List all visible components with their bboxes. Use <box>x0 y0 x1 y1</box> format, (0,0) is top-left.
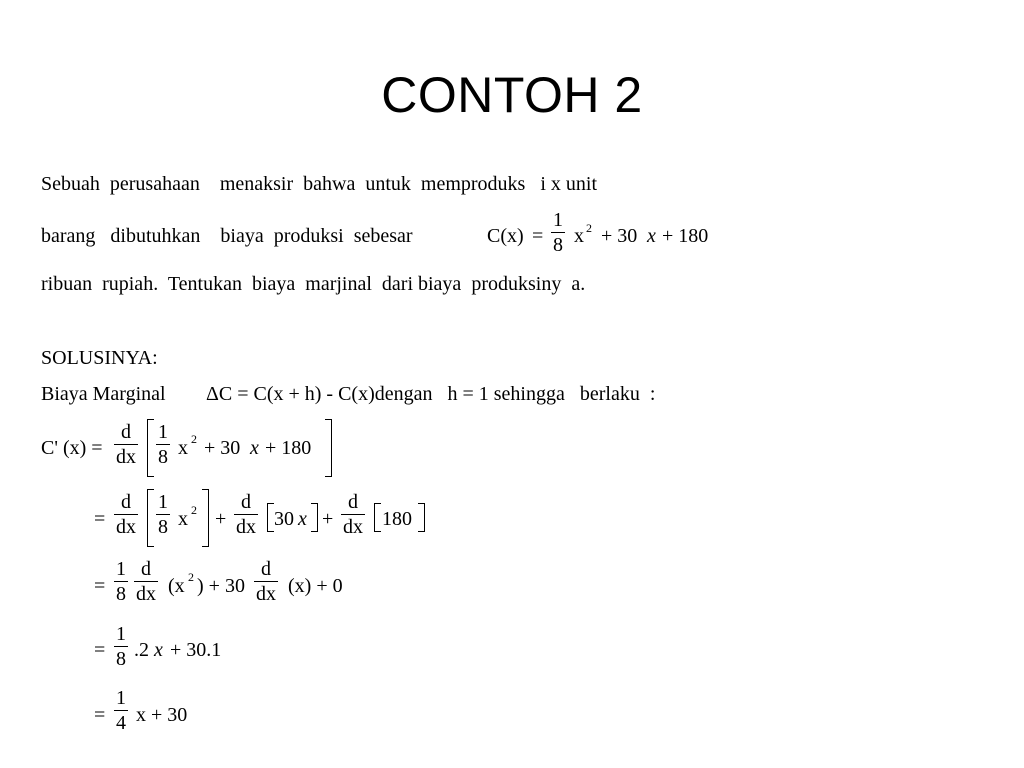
variable-x-italic: x <box>250 437 259 459</box>
numerator: 1 <box>553 209 563 231</box>
equals-sign: = <box>94 704 106 726</box>
variable-x: x <box>574 225 584 247</box>
exponent: 2 <box>191 432 197 446</box>
denominator: dx <box>116 516 136 538</box>
equals-sign: = <box>94 639 106 661</box>
denominator: dx <box>236 516 256 538</box>
denominator: 4 <box>116 712 126 734</box>
term-30: 30 <box>274 508 294 530</box>
numerator: 1 <box>158 421 168 443</box>
right-bracket <box>311 503 318 532</box>
term-180: + 180 <box>662 225 709 247</box>
solution-heading: SOLUSINYA: <box>41 347 158 369</box>
fraction-one-eighth <box>114 557 128 606</box>
numerator: d <box>141 558 151 580</box>
fraction-one-eighth <box>156 490 170 539</box>
variable-x: x <box>178 508 188 530</box>
exponent: 2 <box>191 503 197 517</box>
left-bracket <box>267 503 274 532</box>
numerator: d <box>121 421 131 443</box>
numerator: d <box>241 491 251 513</box>
term-30: + 30 <box>204 437 241 459</box>
marginal-expression: ΔC = C(x + h) - C(x)dengan h = 1 sehingga berlaku : <box>206 383 656 405</box>
derivative-lhs: C' (x) = <box>41 437 103 459</box>
denominator: dx <box>136 583 156 605</box>
numerator: 1 <box>116 623 126 645</box>
d-dx-fraction <box>134 557 158 606</box>
term-30: ) + 30 <box>197 575 245 597</box>
slide-title: CONTOH 2 <box>381 67 643 123</box>
d-dx-fraction <box>254 557 278 606</box>
numerator: 1 <box>158 491 168 513</box>
d-dx-fraction <box>234 490 258 539</box>
term-2: .2 <box>134 639 149 661</box>
final-result: x + 30 <box>136 704 188 726</box>
problem-line-1: Sebuah perusahaan menaksir bahwa untuk memproduks i x unit <box>41 173 597 195</box>
d-dx-fraction <box>341 490 365 539</box>
variable-x-italic: x <box>298 508 307 530</box>
denominator: 8 <box>116 583 126 605</box>
term-30: + 30 <box>601 225 638 247</box>
numerator: d <box>121 491 131 513</box>
denominator: 8 <box>158 446 168 468</box>
fraction-one-eighth <box>114 622 128 671</box>
denominator: 8 <box>553 234 563 256</box>
numerator: 1 <box>116 558 126 580</box>
denominator: dx <box>343 516 363 538</box>
denominator: dx <box>256 583 276 605</box>
fraction-one-eighth <box>551 208 565 257</box>
exponent: 2 <box>586 221 592 235</box>
denominator: dx <box>116 446 136 468</box>
left-bracket <box>147 419 154 477</box>
term-180: + 180 <box>265 437 312 459</box>
equals-sign: = <box>532 225 544 247</box>
problem-line-3: ribuan rupiah. Tentukan biaya marjinal dari biaya produksiny a. <box>41 273 586 295</box>
plus-sign: + <box>322 508 334 530</box>
denominator: 8 <box>158 516 168 538</box>
fraction-one-quarter <box>114 686 128 735</box>
numerator: 1 <box>116 687 126 709</box>
fraction-one-eighth <box>156 420 170 469</box>
numerator: d <box>261 558 271 580</box>
term-180: 180 <box>382 508 412 530</box>
exponent: 2 <box>188 570 194 584</box>
left-bracket <box>374 503 381 532</box>
d-dx-fraction <box>114 420 138 469</box>
right-bracket <box>418 503 425 532</box>
variable-x-italic: x <box>154 639 163 661</box>
cost-function-label: C(x) <box>487 225 524 247</box>
d-dx-fraction <box>114 490 138 539</box>
marginal-label: Biaya Marginal <box>41 383 166 405</box>
equals-sign: = <box>94 575 106 597</box>
variable-x: x <box>178 437 188 459</box>
paren-x: (x <box>168 575 185 597</box>
right-bracket <box>325 419 332 477</box>
tail-expression: (x) + 0 <box>288 575 343 597</box>
equals-sign: = <box>94 508 106 530</box>
plus-sign: + <box>215 508 227 530</box>
variable-x-italic: x <box>647 225 656 247</box>
problem-line-2: barang dibutuhkan biaya produksi sebesar <box>41 225 413 247</box>
left-bracket <box>147 489 154 547</box>
denominator: 8 <box>116 648 126 670</box>
right-bracket <box>202 489 209 547</box>
term-30-1: + 30.1 <box>170 639 222 661</box>
numerator: d <box>348 491 358 513</box>
